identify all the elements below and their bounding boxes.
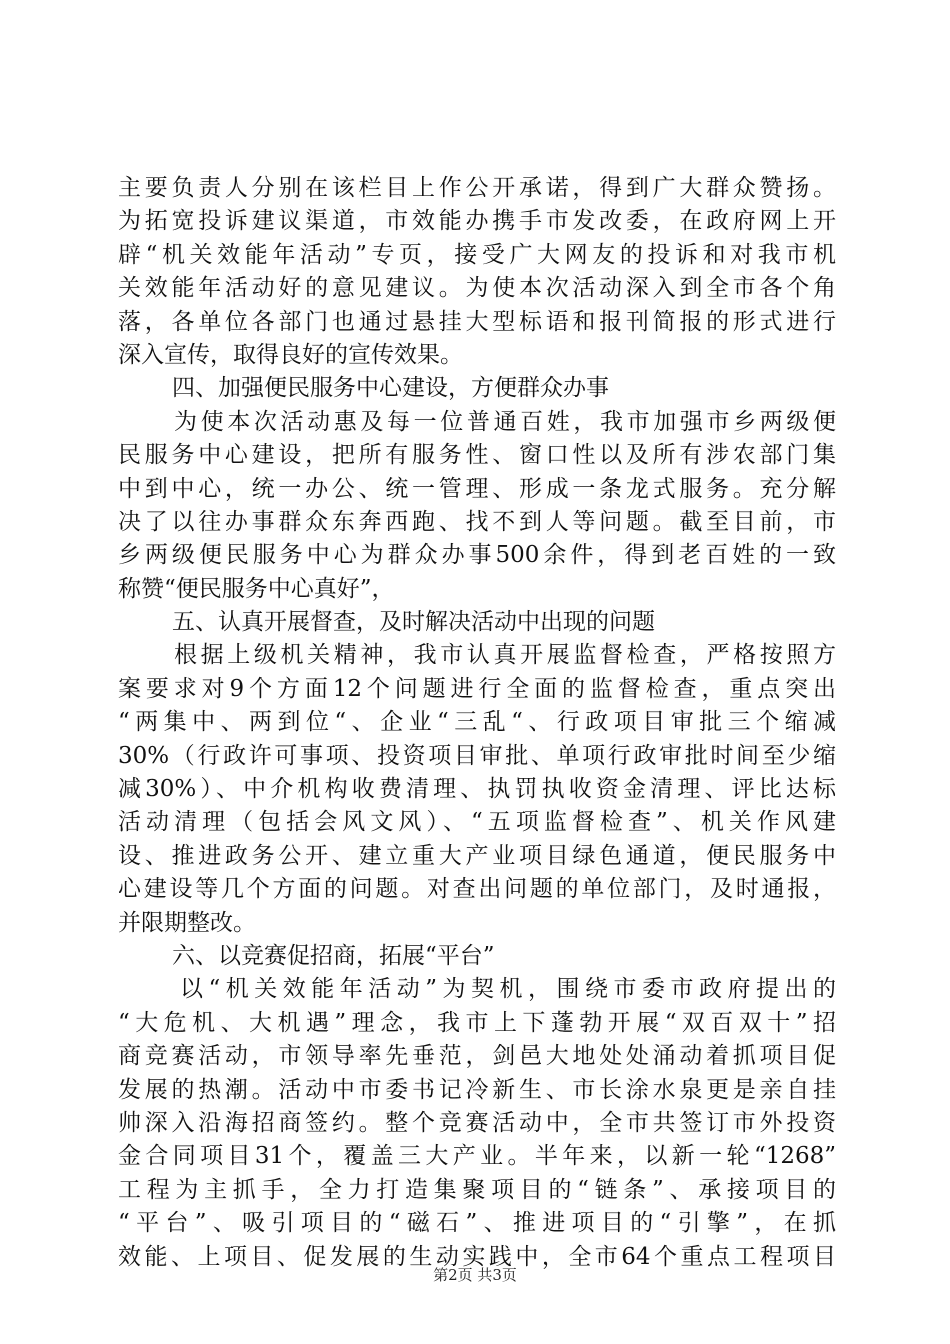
paragraph-line: “平台”、吸引项目的“磁石”、推进项目的“引擎”，在抓 (118, 1210, 836, 1237)
paragraph-line: 为使本次活动惠及每一位普通百姓，我市加强市乡两级便 (174, 408, 836, 435)
paragraph-line: 落，各单位各部门也通过悬挂大型标语和报刊简报的形式进行 (118, 308, 836, 335)
paragraph-line: 减30%）、中介机构收费清理、执罚执收资金清理、评比达标 (118, 776, 836, 803)
paragraph-line: 30%（行政许可事项、投资项目审批、单项行政审批时间至少缩 (118, 742, 836, 769)
paragraph-line: 心建设等几个方面的问题。对查出问题的单位部门，及时通报， (118, 876, 836, 903)
paragraph-line: 商竞赛活动，市领导率先垂范，剑邑大地处处涌动着抓项目促 (118, 1043, 836, 1070)
paragraph-line: 决了以往办事群众东奔西跑、找不到人等问题。截至目前，市 (118, 508, 836, 535)
paragraph-line: 称赞“便民服务中心真好”， (118, 575, 395, 602)
document-body (118, 172, 836, 1274)
paragraph-line: “大危机、大机遇”理念，我市上下蓬勃开展“双百双十”招 (118, 1009, 836, 1036)
paragraph-line: 金合同项目31个，覆盖三大产业。半年来，以新一轮“1268” (118, 1143, 836, 1170)
paragraph-line: 发展的热潮。活动中市委书记冷新生、市长涂水泉更是亲自挂 (118, 1076, 836, 1103)
paragraph-line: 为拓宽投诉建议渠道，市效能办携手市发改委，在政府网上开 (118, 208, 836, 235)
paragraph-line: 民服务中心建设，把所有服务性、窗口性以及所有涉农部门集 (118, 442, 836, 469)
paragraph-line: 乡两级便民服务中心为群众办事500余件，得到老百姓的一致 (118, 542, 836, 569)
section-heading: 六、以竞赛促招商，拓展“平台” (172, 942, 495, 969)
paragraph-line: 活动清理（包括会风文风）、“五项监督检查”、机关作风建 (118, 809, 836, 836)
paragraph-line: 并限期整改。 (118, 909, 256, 936)
paragraph-line: “两集中、两到位“、企业“三乱“、行政项目审批三个缩减 (118, 709, 836, 736)
paragraph-line: 辟“机关效能年活动”专页，接受广大网友的投诉和对我市机 (118, 241, 836, 268)
paragraph-line: 关效能年活动好的意见建议。为使本次活动深入到全市各个角 (118, 275, 836, 302)
paragraph-line: 以“机关效能年活动”为契机，围绕市委市政府提出的 (180, 976, 836, 1003)
page-footer: 第2页 共3页 (433, 1266, 517, 1284)
paragraph-line: 主要负责人分别在该栏目上作公开承诺，得到广大群众赞扬。 (118, 175, 836, 201)
section-heading: 五、认真开展督查，及时解决活动中出现的问题 (172, 609, 655, 636)
paragraph-line: 案要求对9个方面12个问题进行全面的监督检查，重点突出 (118, 675, 836, 702)
paragraph-line: 帅深入沿海招商签约。整个竞赛活动中，全市共签订市外投资 (118, 1109, 836, 1136)
paragraph-line: 设、推进政务公开、建立重大产业项目绿色通道，便民服务中 (118, 842, 836, 869)
section-heading: 四、加强便民服务中心建设，方便群众办事 (172, 375, 609, 402)
paragraph-line: 深入宣传，取得良好的宣传效果。 (118, 341, 463, 368)
paragraph-line: 工程为主抓手，全力打造集聚项目的“链条”、承接项目的 (118, 1176, 836, 1203)
paragraph-line: 根据上级机关精神，我市认真开展监督检查，严格按照方 (174, 642, 836, 669)
paragraph-line: 效能、上项目、促发展的生动实践中，全市64个重点工程项目 (118, 1243, 836, 1270)
paragraph-line: 中到中心，统一办公、统一管理、形成一条龙式服务。充分解 (118, 475, 836, 502)
